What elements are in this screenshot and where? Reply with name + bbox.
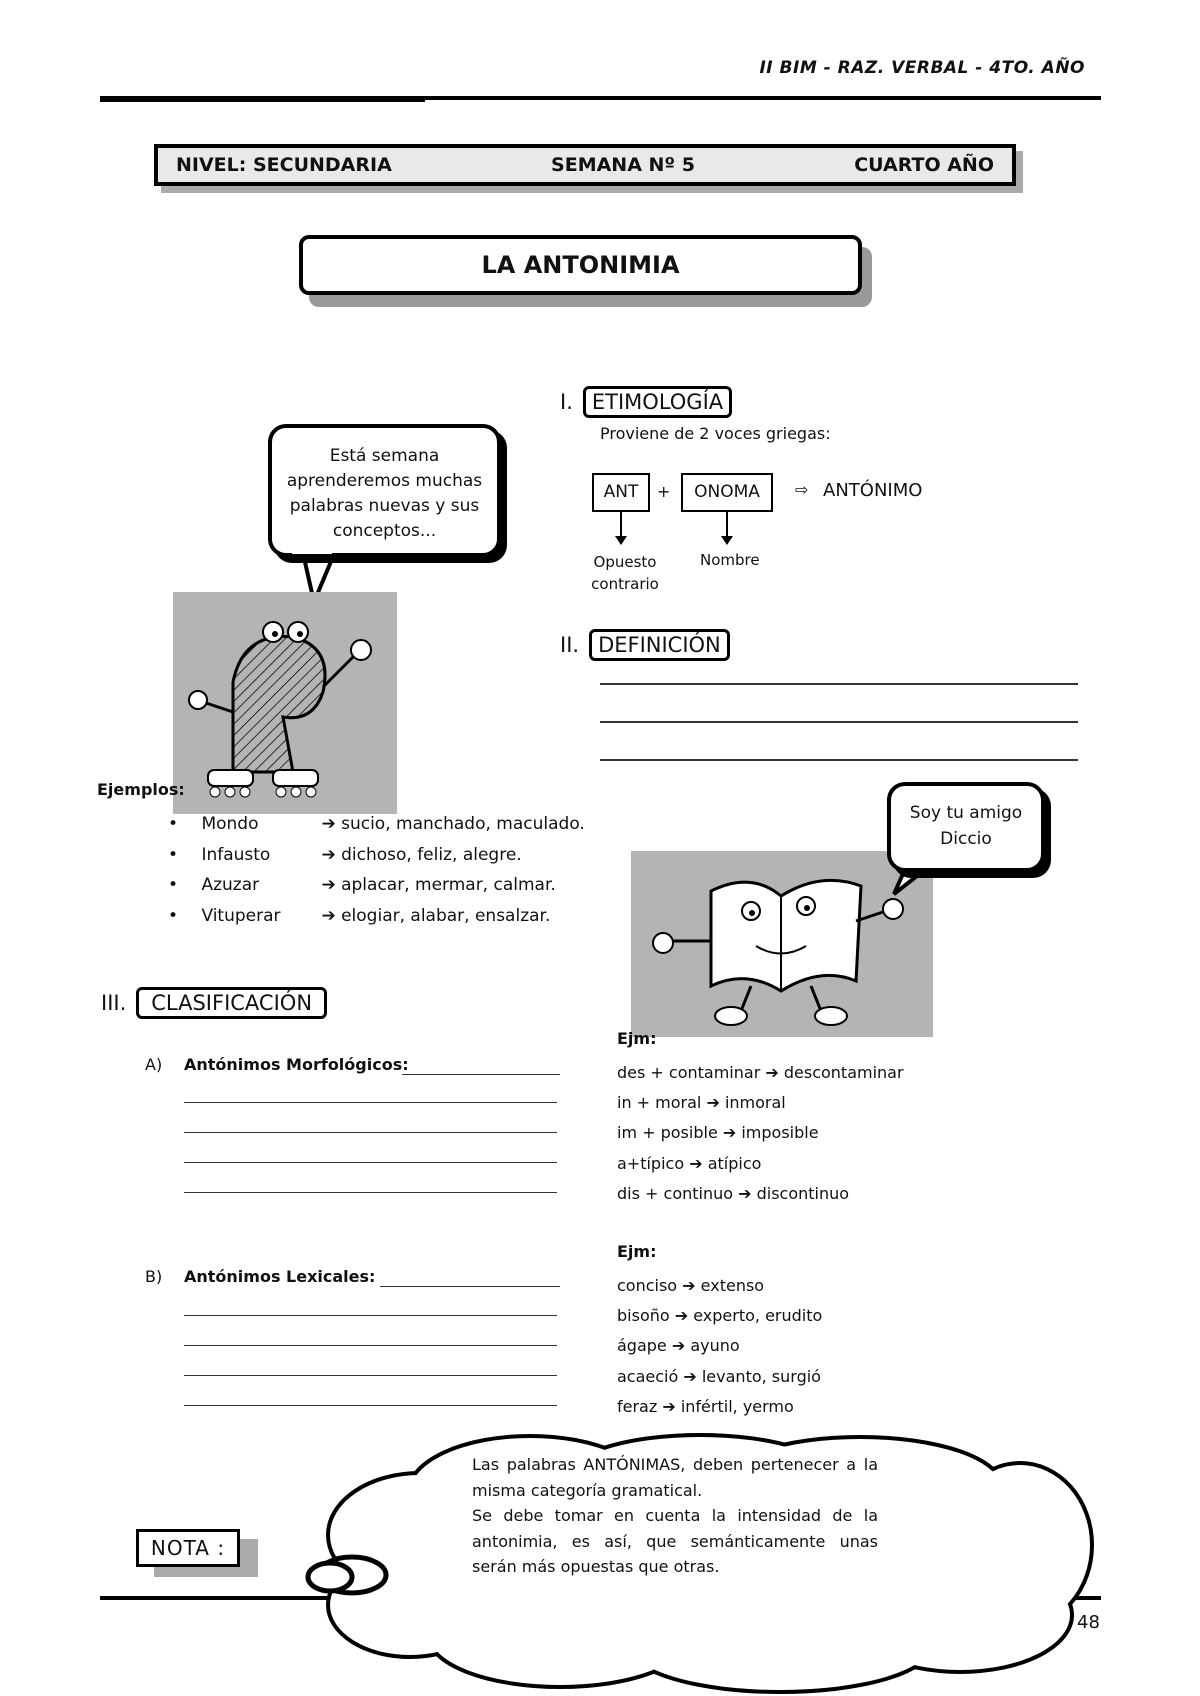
- example-word: Infausto: [201, 844, 271, 865]
- examples-list: [168, 809, 585, 931]
- example-antonyms: dichoso, feliz, alegre.: [341, 844, 522, 865]
- example-item: feraz ➔ infértil, yermo: [617, 1396, 794, 1416]
- answer-line: [600, 683, 1078, 685]
- answer-line: [184, 1102, 557, 1103]
- ejm-label: Ejm:: [617, 1029, 657, 1048]
- arrow-right-icon: ⇨: [795, 480, 809, 499]
- mascot-drawing-icon: [173, 592, 397, 814]
- note-label: NOTA :: [136, 1529, 240, 1567]
- answer-line: [600, 759, 1078, 761]
- answer-line: [184, 1315, 557, 1316]
- section-title: ETIMOLOGÍA: [583, 386, 732, 418]
- answer-line: [380, 1286, 560, 1287]
- level-label: NIVEL: SECUNDARIA: [176, 154, 392, 176]
- examples-label: Ejemplos:: [97, 780, 185, 799]
- note-paragraph: Se debe tomar en cuenta la intensidad de la antonimia, es así, que semánticamente unas serán más opuestas que otras.: [472, 1506, 878, 1576]
- subsection-a-letter: A): [145, 1055, 163, 1074]
- note-paragraph: Las palabras ANTÓNIMAS, deben pertenecer a la misma categoría gramatical.: [472, 1455, 878, 1500]
- example-item: ágape ➔ ayuno: [617, 1336, 740, 1356]
- note-text: [472, 1452, 878, 1580]
- subsection-b-label: Antónimos Lexicales:: [184, 1267, 376, 1286]
- subsection-b-letter: B): [145, 1267, 163, 1286]
- bubble-line: Está semana: [329, 446, 440, 466]
- level-banner: [154, 144, 1016, 186]
- lexical-examples: [617, 1271, 822, 1422]
- dictionary-mascot-image: [631, 851, 933, 1037]
- example-antonyms: sucio, manchado, maculado.: [341, 814, 585, 834]
- meaning-line: Opuesto: [593, 553, 657, 571]
- meaning-opuesto: [590, 551, 660, 595]
- letter-mascot-image: [173, 592, 397, 814]
- section-number: I.: [560, 390, 573, 414]
- plus-sign: +: [657, 482, 671, 501]
- ejm-label: Ejm:: [617, 1242, 657, 1261]
- etimologia-intro: Proviene de 2 voces griegas:: [600, 424, 831, 443]
- bubble-joint: [292, 548, 332, 554]
- example-word: Mondo: [201, 814, 259, 834]
- bubble-line: aprenderemos muchas: [286, 471, 483, 491]
- meaning-line: contrario: [591, 575, 659, 593]
- example-item: bisoño ➔ experto, erudito: [617, 1306, 823, 1326]
- section-number: III.: [101, 991, 127, 1015]
- section-title: CLASIFICACIÓN: [136, 987, 327, 1019]
- root-ant-box: ANT: [592, 473, 650, 512]
- section-etimologia-heading: [560, 386, 732, 418]
- section-clasificacion-heading: [101, 987, 327, 1019]
- week-label: SEMANA Nº 5: [551, 154, 695, 176]
- bubble-line: conceptos...: [332, 521, 437, 541]
- example-word: Azuzar: [201, 875, 260, 895]
- example-item: conciso ➔ extenso: [617, 1276, 765, 1295]
- page-number: 48: [1077, 1612, 1100, 1633]
- subsection-a-label: Antónimos Morfológicos:: [184, 1055, 409, 1074]
- example-item: • Mondo ➔ sucio, manchado, maculado.: [168, 809, 585, 840]
- example-item: dis + continuo ➔ discontinuo: [617, 1183, 850, 1203]
- answer-line: [184, 1132, 557, 1133]
- meaning-nombre: Nombre: [700, 551, 760, 569]
- section-number: II.: [560, 633, 580, 657]
- section-definicion-heading: [560, 629, 730, 661]
- example-antonyms: aplacar, mermar, calmar.: [341, 875, 556, 895]
- answer-line: [600, 721, 1078, 723]
- page-title: LA ANTONIMIA: [299, 235, 862, 295]
- example-item: acaeció ➔ levanto, surgió: [617, 1366, 821, 1386]
- example-item: • Vituperar ➔ elogiar, alabar, ensalzar.: [168, 901, 585, 932]
- example-item: im + posible ➔ imposible: [617, 1123, 819, 1143]
- example-antonyms: elogiar, alabar, ensalzar.: [341, 905, 551, 926]
- answer-line: [184, 1375, 557, 1376]
- morphological-examples: [617, 1058, 904, 1209]
- example-item: • Infausto ➔ dichoso, feliz, alegre.: [168, 840, 585, 871]
- root-onoma-box: ONOMA: [681, 473, 773, 512]
- example-word: Vituperar: [201, 905, 281, 926]
- bubble-line: Diccio: [940, 829, 992, 849]
- year-label: CUARTO AÑO: [854, 154, 994, 176]
- example-item: a+típico ➔ atípico: [617, 1153, 762, 1173]
- example-item: • Azuzar ➔ aplacar, mermar, calmar.: [168, 870, 585, 901]
- answer-line: [184, 1192, 557, 1193]
- section-title: DEFINICIÓN: [589, 629, 730, 661]
- result-word: ANTÓNIMO: [823, 480, 923, 501]
- speech-bubble-diccio: [887, 782, 1045, 872]
- course-header: II BIM - RAZ. VERBAL - 4TO. AÑO: [759, 58, 1085, 78]
- top-rule-accent: [100, 99, 425, 102]
- answer-line: [184, 1345, 557, 1346]
- example-item: in + moral ➔ inmoral: [617, 1093, 786, 1113]
- answer-line: [402, 1074, 560, 1075]
- book-drawing-icon: [631, 851, 933, 1037]
- speech-bubble-intro: [268, 424, 501, 557]
- answer-line: [184, 1162, 557, 1163]
- bubble-line: Soy tu amigo: [909, 803, 1023, 823]
- down-arrows-icon: [614, 512, 784, 548]
- example-item: des + contaminar ➔ descontaminar: [617, 1063, 904, 1082]
- bubble-line: palabras nuevas y sus: [289, 496, 480, 516]
